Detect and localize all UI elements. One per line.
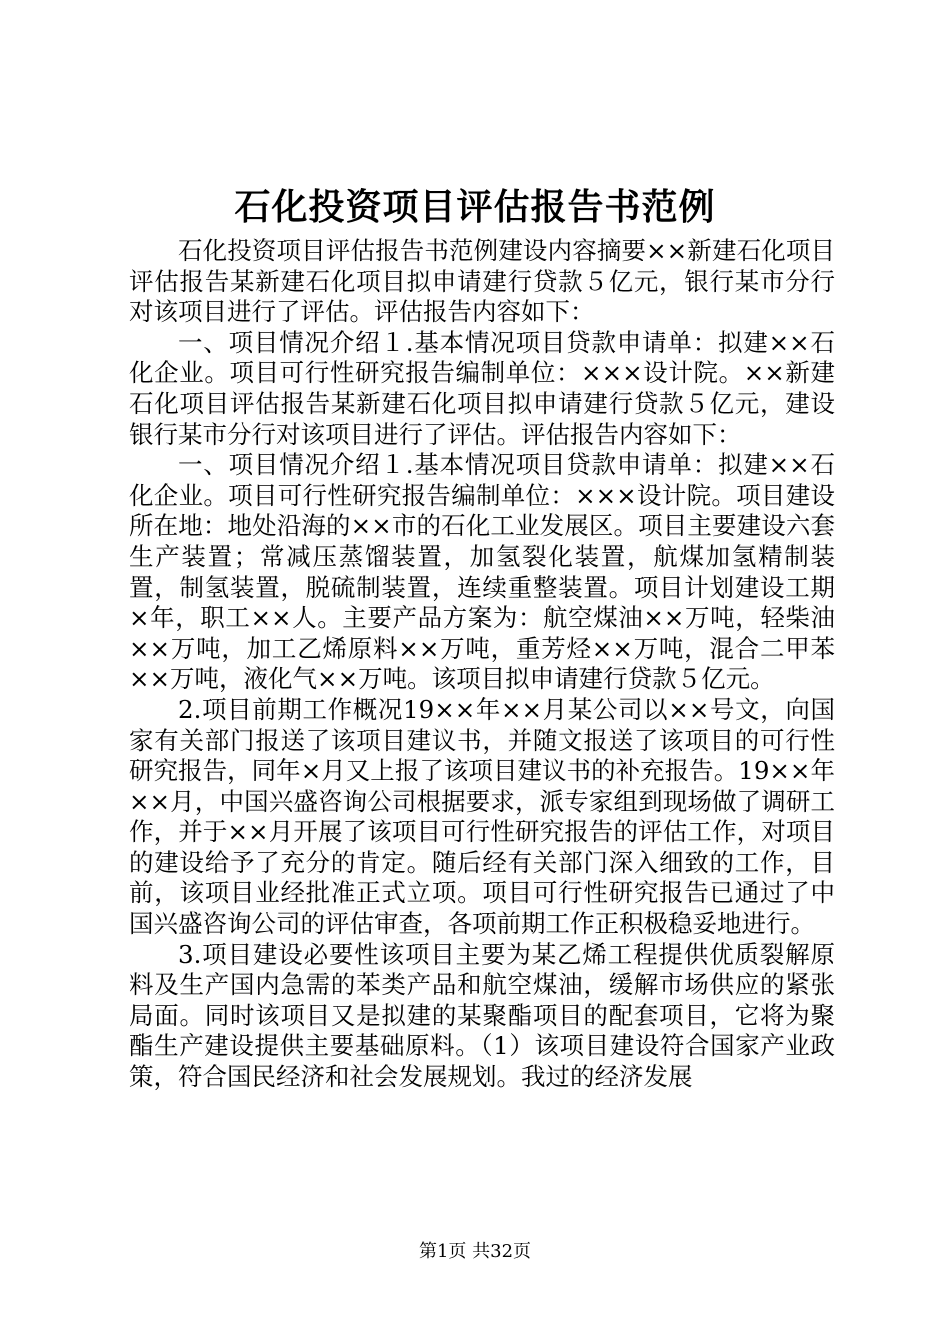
page-number: 第1页: [418, 1241, 467, 1262]
paragraph: 一、项目情况介绍１.基本情况项目贷款申请单：拟建××石化企业。项目可行性研究报告编制单位：×××设计院。××新建石化项目评估报告某新建石化项目拟申请建行贷款５亿元，建设银行某市分行对该项目进行了评估。评估报告内容如下：: [129, 327, 835, 449]
paragraph: 一、项目情况介绍１.基本情况项目贷款申请单：拟建××石化企业。项目可行性研究报告编制单位：×××设计院。项目建设所在地：地处沿海的××市的石化工业发展区。项目主要建设六套生产装置；常减压蒸馏装置，加氢裂化装置，航煤加氢精制装置，制氢装置，脱硫制装置，连续重整装置。项目计划建设工期×年，职工××人。主要产品方案为：航空煤油××万吨，轻柴油××万吨，加工乙烯原料××万吨，重芳烃××万吨，混合二甲苯××万吨，液化气××万吨。该项目拟申请建行贷款５亿元。: [129, 450, 835, 694]
paragraph: 3.项目建设必要性该项目主要为某乙烯工程提供优质裂解原料及生产国内急需的苯类产品和航空煤油，缓解市场供应的紧张局面。同时该项目又是拟建的某聚酯项目的配套项目，它将为聚酯生产建设提供主要基础原料。（1）该项目建设符合国家产业政策，符合国民经济和社会发展规划。我过的经济发展: [129, 939, 835, 1092]
document-title: 石化投资项目评估报告书范例: [234, 186, 716, 228]
paragraph: 2.项目前期工作概况19××年××月某公司以××号文，向国家有关部门报送了该项目建议书，并随文报送了该项目的可行性研究报告，同年×月又上报了该项目建议书的补充报告。19××年××月，中国兴盛咨询公司根据要求，派专家组到现场做了调研工作，并于××月开展了该项目可行性研究报告的评估工作，对项目的建设给予了充分的肯定。随后经有关部门深入细致的工作，目前，该项目业经批准正式立项。项目可行性研究报告已通过了中国兴盛咨询公司的评估审查，各项前期工作正积极稳妥地进行。: [129, 694, 835, 939]
paragraph: 石化投资项目评估报告书范例建设内容摘要××新建石化项目评估报告某新建石化项目拟申请建行贷款５亿元，银行某市分行对该项目进行了评估。评估报告内容如下：: [129, 236, 835, 327]
page-footer: [0, 1239, 950, 1265]
page-total: 共32页: [472, 1241, 532, 1262]
document-body: [129, 236, 835, 1093]
